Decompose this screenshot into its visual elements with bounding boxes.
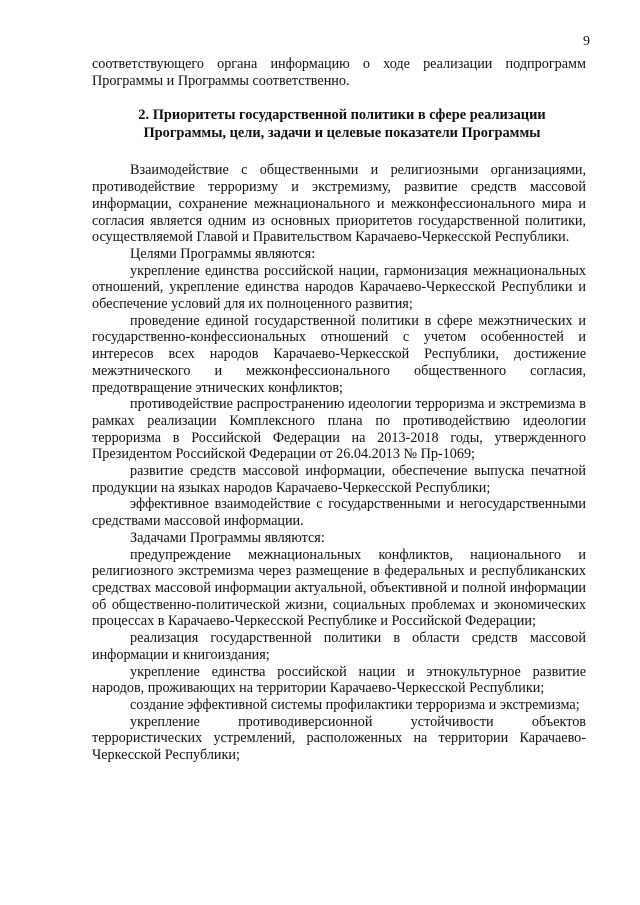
paragraph-goal-2: проведение единой государственной политики в сфере межэтнических и государственно-конфессиональных отношений с учетом особенностей и интересов всех народов Карачаево-Черкесской Республики, достижение межэтнического и межконфессионального общественного согласия, предотвращение этнических конфликтов; bbox=[92, 312, 586, 396]
section-heading: 2. Приоритеты государственной политики в сфере реализации Программы, цели, задачи и целевые показатели Программы bbox=[138, 107, 546, 141]
paragraph-goal-1: укрепление единства российской нации, гармонизация межнациональных отношений, укрепление единства народов Карачаево-Черкесской Республики и обеспечение условий для их полноценного развития; bbox=[92, 262, 586, 313]
paragraph-goal-3: противодействие распространению идеологии терроризма и экстремизма в рамках реализации Комплексного плана по противодействию идеологии терроризма в Российской Федерации на 2013-2018 годы, утвержденного Президентом Российской Федерации от 26.04.2013 № Пр-1069; bbox=[92, 396, 586, 463]
paragraph-task-3: укрепление единства российской нации и этнокультурное развитие народов, проживающих на территории Карачаево-Черкесской Республики; bbox=[92, 663, 586, 697]
paragraph-goal-5: эффективное взаимодействие с государственными и негосударственными средствами массовой информации. bbox=[92, 496, 586, 530]
paragraph-task-5: укрепление противодиверсионной устойчивости объектов террористических устремлений, расположенных на территории Карачаево-Черкесской Республики; bbox=[92, 713, 586, 764]
paragraph-task-2: реализация государственной политики в области средств массовой информации и книгоиздания; bbox=[92, 630, 586, 663]
paragraph-priorities: Взаимодействие с общественными и религиозными организациями, противодействие терроризму и экстремизму, развитие средств массовой информации, сохранение межнационального и межконфессионального мира и согласия является одним из основных приоритетов государственной политики, осуществляемой Главой и Правительством Карачаево-Черкесской Республики. bbox=[92, 162, 586, 246]
document-body bbox=[92, 56, 586, 764]
paragraph-task-1: предупреждение межнациональных конфликтов, национального и религиозного экстремизма через размещение в федеральных и республиканских средствах массовой информации актуальной, объективной и полной информации об общественно-политической жизни, социальных проблемах и экономических процессах в Карачаево-Черкесской Республике и Российской Федерации; bbox=[92, 546, 586, 630]
paragraph-tasks-intro: Задачами Программы являются: bbox=[130, 529, 325, 546]
paragraph-goal-4: развитие средств массовой информации, обеспечение выпуска печатной продукции на языках народов Карачаево-Черкесской Республики; bbox=[92, 463, 586, 496]
paragraph-goals-intro: Целями Программы являются: bbox=[130, 245, 316, 262]
paragraph-task-4: создание эффективной системы профилактики терроризма и экстремизма; bbox=[130, 696, 580, 713]
intro-paragraph: соответствующего органа информацию о ходе реализации подпрограмм Программы и Программы соответственно. bbox=[92, 56, 586, 89]
page-number: 9 bbox=[583, 34, 590, 49]
